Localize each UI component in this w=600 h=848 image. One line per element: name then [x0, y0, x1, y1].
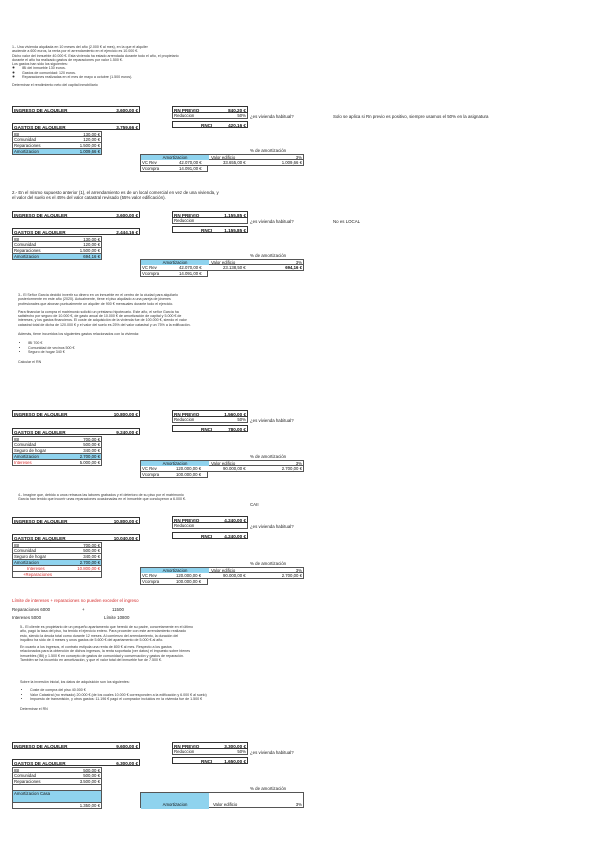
row-label: Comunidad [14, 548, 36, 553]
reduccion-row [172, 113, 248, 119]
rn-previo-row [172, 516, 248, 523]
intro-line: posteriormente en este año (2020). Actualmente, tiene el piso alquilado a una pareja de jóvenes [18, 297, 171, 302]
row-value: 5.000,00 € [79, 460, 100, 465]
row-label: IBI [14, 132, 20, 137]
gastos-value: 9.240,00 € [116, 430, 138, 435]
gastos-row [12, 123, 140, 130]
rnci-label: RNCI [201, 228, 213, 233]
gastos-value: 2.444,16 € [116, 230, 138, 235]
pct-amort-label: % de amortización [250, 253, 287, 258]
row-label: Amortizacion [14, 454, 39, 459]
row-value: 340,00 € [83, 448, 100, 453]
reduccion-label: Reduccion [174, 523, 195, 528]
side-note: No es LOCAL [333, 219, 361, 224]
amort-row-label: VC Rev [142, 573, 157, 578]
ex5-intro [20, 625, 320, 662]
amort-row-a: 120.000,00 € [176, 466, 202, 471]
intro-line: 5.- El cliente es propietario de un pequeño apartamento que heredó de su padre, concretamente en el último [20, 625, 194, 629]
row-value: 700,00 € [83, 543, 100, 548]
row-label: Comunidad [14, 137, 36, 142]
amort-header: Amortizacion [141, 260, 209, 266]
ingreso-label: INGRESO DE ALQUILER [14, 108, 68, 113]
pct-amort-label: % de amortización [250, 148, 287, 153]
row-value: 340,00 € [83, 554, 100, 559]
row-label: Seguro de hogar [14, 554, 47, 559]
ingreso-label: INGRESO DE ALQUILER [14, 519, 68, 524]
row-label: IBI [14, 543, 20, 548]
list-item: • Comunidad de vecinos 500 € [28, 346, 338, 350]
intro-line: esto, siendo la deuda total como durante 12 meses. Al comienzo del arrendamiento, la duración del [20, 633, 179, 638]
gastos-row [12, 428, 140, 435]
gastos-value: 10.040,00 € [113, 536, 138, 541]
gastos-label: GASTOS DE ALQUILER [14, 230, 66, 235]
list-item: ◦ IBI del inmueble 130 euros. [22, 66, 332, 70]
row-label: IBI [14, 237, 20, 242]
rn-previo-row [172, 211, 248, 218]
side-note: Solo se aplica si Rn previo es positivo, siempre usamos el 50% en la asignatura [333, 114, 489, 119]
ex4-intro [18, 493, 318, 502]
row-label: Comunidad [14, 442, 36, 447]
calc-int: Intereses 5000 [12, 615, 42, 620]
row-value: 120,00 € [83, 242, 100, 247]
ask-line: Determinar el RN [20, 707, 48, 712]
amort-row-c: 2.700,00 € [281, 573, 302, 578]
rnci-value: 1.650,00 € [224, 759, 246, 764]
gastos-row [12, 228, 140, 235]
rnci-row [172, 425, 248, 432]
ask-line: Calcular el RN [18, 360, 42, 365]
amort-row-b: 90.000,00 € [223, 573, 246, 578]
amort-row-c: 694,16 € [285, 265, 302, 270]
gastos-row [12, 759, 140, 766]
intro-line: En cuanto a los ingresos, el contrato estipula una renta de 800 € al mes. Respecto a los gastos [20, 645, 172, 650]
ex2-intro [12, 190, 342, 200]
intro-line: relacionados para la obtención de dichos ingresos, la renta soportada (ver datos) el impuesto sobre bienes [20, 649, 191, 654]
acquisition-bullets [20, 688, 320, 701]
ingreso-row [12, 517, 140, 524]
ex1-intro [12, 45, 332, 88]
reduccion-label: Reduccion [174, 417, 195, 422]
table-row [12, 460, 102, 466]
amort-row [140, 472, 208, 478]
rnci-value: 1.155,85 € [224, 228, 246, 233]
amort-row-c: 2.700,00 € [281, 466, 302, 471]
vivienda-question: ¿es vivienda habitual? [250, 219, 294, 224]
amort-pct: 3% [295, 802, 302, 807]
list-item: • Seguro de hogar 340 € [28, 350, 338, 354]
calc-plus: + [82, 607, 85, 612]
intro-line: catastral total de dicha de 120.000 € y el valor del suelo es 25% del valor catastral y un 75% a la edificación. [18, 322, 191, 327]
amort-col2: Valor edificio [211, 155, 236, 160]
reduccion-row [172, 749, 248, 755]
intro-line: 4.- Imagine que, debido a unos retrasos las labores grabados y el deterioro de su piso por el matrimonio [18, 493, 184, 497]
intro-line: intereses, y los gastos financieros. El coste de adquisición de la vivienda fue de 100.000 €, siendo el valor [18, 318, 187, 323]
ingreso-value: 10.800,00 € [113, 412, 138, 417]
rnci-label: RNCI [201, 123, 213, 128]
amort-row-b: 90.000,00 € [223, 466, 246, 471]
expense-bullets [18, 341, 338, 354]
gastos-label: GASTOS DE ALQUILER [14, 430, 66, 435]
row-value: 1.500,00 € [79, 248, 100, 253]
reduccion-label: Reduccion [174, 749, 195, 754]
row-value: 1.500,00 € [79, 143, 100, 148]
ex3-intro [18, 293, 338, 365]
row-value: 500,00 € [83, 773, 100, 778]
rn-previo-value: 4.240,00 € [224, 518, 246, 523]
ex5-note [20, 680, 320, 711]
amort-pct: 3% [295, 461, 302, 466]
rnci-value: 420,16 € [228, 123, 246, 128]
row-value: 3.500,00 € [79, 779, 100, 784]
row-label: Seguro de hogar [14, 448, 47, 453]
reduccion-value: 50% [237, 417, 246, 422]
ingreso-label: INGRESO DE ALQUILER [14, 412, 68, 417]
row-label: Intereses [27, 566, 45, 571]
row-label: +Reparaciones [23, 572, 53, 577]
intro-line: Dicho valor del inmueble 40.000 €. Esta vivienda ha estado arrendada durante todo el año, el propietario [12, 53, 179, 58]
intro-line: 2.- En el mismo supuesto anterior (1), el arrendamiento es de un local comercial en vez de una vivienda, y [12, 190, 219, 195]
ingreso-label: INGRESO DE ALQUILER [14, 744, 68, 749]
pct-amort-label: % de amortización [250, 561, 287, 566]
reduccion-label: Reduccion [174, 113, 195, 118]
rn-previo-row [172, 410, 248, 417]
rnci-value: 4.240,00 € [224, 534, 246, 539]
intro-line: inmuebles (IBI) y 1.500 € en concepto de gastos de comunidad y conservación y gastos de reparación. [20, 653, 185, 658]
intro-note: Además, tiene incurridos los siguientes gastos relacionados con la vivienda: [18, 332, 140, 337]
intro-line: año, pagó la tasa del piso, ha tenido el ejercicio entero. Para proceder con este arrendamiento realizado [20, 629, 187, 634]
amort-row-a: 100.000,00 € [176, 472, 202, 477]
calc-limit: Límite 10800 [104, 615, 130, 620]
amort-pct: 3% [295, 260, 302, 265]
amort-col2: Valor edificio [211, 461, 236, 466]
list-item: • Impuesto de transmisión, y otros gastos: 11.196 € pagó el comprador incluidos en la vivienda fue de 1.500 € [30, 697, 320, 701]
row-value: 1.350,00 € [79, 803, 100, 808]
rnci-label: RNCI [201, 534, 213, 539]
rn-previo-value: 1.155,85 € [224, 213, 246, 218]
rn-previo-label: RN PREVIO [174, 744, 200, 749]
amort-row-b: 23.138,50 € [223, 265, 246, 270]
amort-row [140, 579, 208, 585]
reduccion-row [172, 417, 248, 423]
intro-line: 1.- Una vivienda alquilada en 10 meses del año (2.000 € al mes), en la que el alquiler [12, 45, 148, 49]
amort-casa-value-row [12, 803, 102, 809]
intro-line: profesionales que abonan puntualmente un alquiler de 900 € mensuales durante todo el ejercicio. [18, 301, 174, 306]
reduccion-label: Reduccion [174, 218, 195, 223]
intro-line: asciende a 600 euros, la renta por el arrendamiento en el ejercicio es 10.000 €. [12, 49, 139, 54]
list-item: • IBI 700 € [28, 341, 338, 345]
rn-previo-value: 840,20 € [228, 108, 246, 113]
rn-previo-row [172, 742, 248, 749]
row-value: 1.009,66 € [79, 149, 100, 154]
gastos-label: GASTOS DE ALQUILER [14, 761, 66, 766]
ingreso-row [12, 106, 140, 113]
amort-header: Amortizacion [141, 568, 209, 574]
ex4-side: CAII [250, 502, 259, 507]
table-row [12, 254, 102, 260]
intro-line: satisfecho por seguro de 10.000 €, de gasto anual de 10.000 € de amortización de capital y 5.000 € de [18, 314, 182, 319]
amort-header: Amortizacion [141, 461, 209, 467]
row-label: Comunidad [14, 242, 36, 247]
amort-row-a: 14.091,00 € [179, 271, 202, 276]
row-value: 130,00 € [83, 132, 100, 137]
ingreso-row [12, 742, 140, 749]
ingreso-label: INGRESO DE ALQUILER [14, 213, 68, 218]
rn-previo-row [172, 106, 248, 113]
rnci-row [172, 757, 248, 764]
amort-header: Amortizacion [141, 793, 209, 809]
intro-line: 3.- El Señor García decidió invertir su dinero en un inmueble en el centro de la ciudad para alquilarlo [18, 293, 179, 297]
rn-previo-label: RN PREVIO [174, 518, 200, 523]
rn-previo-label: RN PREVIO [174, 108, 200, 113]
vivienda-question: ¿es vivienda habitual? [250, 750, 294, 755]
rnci-value: 780,00 € [228, 427, 246, 432]
row-value: 694,16 € [83, 254, 100, 259]
amort-row-a: 14.091,00 € [179, 166, 202, 171]
amort-row-label: VC Rev [142, 265, 157, 270]
row-label: IBI [14, 437, 20, 442]
row-value: 700,00 € [83, 437, 100, 442]
row-value: 120,00 € [83, 137, 100, 142]
ingreso-value: 3.600,00 € [116, 213, 138, 218]
ingreso-row [12, 211, 140, 218]
amort-row-c: 1.009,66 € [281, 160, 302, 165]
row-value: 500,00 € [83, 768, 100, 773]
amort-row [140, 166, 208, 172]
list-item: • Valor Catastral (no revisado) 20.000 € (de los cuales 10.000 € corresponden a la edificación y 6.000 € al suelo) [30, 693, 320, 697]
amort-row [140, 271, 208, 277]
row-label: Reparaciones [14, 143, 41, 148]
ingreso-value: 3.600,00 € [116, 108, 138, 113]
intro-line: inquilino ha sido de 4 meses y unos gastos de 5.600 € del apartamento de 5.000 € al año. [20, 637, 164, 642]
calc-sum: 11500 [112, 607, 124, 612]
table-row [12, 572, 102, 578]
reduccion-value: 50% [237, 113, 246, 118]
intro-line: Los gastos han sido los siguientes: [12, 62, 68, 67]
intro-line: García han tenido que incurrir unas reparaciones ocasionadas en el inmueble que concluyeron a 6.000 €. [18, 497, 187, 502]
intro-note: Determinar el rendimiento neto del capital inmobiliario [12, 83, 98, 88]
rnci-row [172, 532, 248, 539]
gastos-value: 3.759,66 € [116, 125, 138, 130]
intro-line: Para financiar la compra el matrimonio solicitó un préstamo hipotecario. Este año, el señor García ha [18, 309, 179, 314]
vivienda-question: ¿es vivienda habitual? [250, 114, 294, 119]
intro-line: el valor del suelo es el 45% del valor catastral revisado (55% valor edificación). [12, 195, 166, 201]
row-label: Amortizacion [14, 254, 39, 259]
amort-row-label: Vcompra [142, 579, 160, 584]
amort-row-label: Vcompra [142, 166, 160, 171]
rn-previo-value: 3.300,00 € [224, 744, 246, 749]
table-row [12, 149, 102, 155]
rn-previo-value: 1.560,00 € [224, 412, 246, 417]
row-value: 500,00 € [83, 442, 100, 447]
amort-row-b: 33.655,00 € [223, 160, 246, 165]
pct-amort-label: % de amortización [250, 454, 287, 459]
amort-row-a: 42.070,00 € [179, 265, 202, 270]
row-label: IBI [14, 768, 20, 773]
amort-col2: Valor edificio [211, 568, 236, 573]
intro-note: Sobre la inversión inicial, los datos de adquisición son los siguientes: [20, 680, 130, 684]
vivienda-question: ¿es vivienda habitual? [250, 418, 294, 423]
gastos-label: GASTOS DE ALQUILER [14, 536, 66, 541]
row-label: Comunidad [14, 773, 36, 778]
ingreso-row [12, 410, 140, 417]
amort-col2: Valor edificio [211, 260, 236, 265]
ingreso-value: 9.600,00 € [116, 744, 138, 749]
rn-previo-label: RN PREVIO [174, 213, 200, 218]
rnci-label: RNCI [201, 427, 213, 432]
list-item: ◦ Gastos de comunidad: 120 euros. [22, 71, 332, 75]
rnci-row [172, 121, 248, 128]
pct-amort-label: % de amortización [250, 786, 287, 791]
ingreso-value: 10.800,00 € [113, 519, 138, 524]
amort-row-label: VC Rev [142, 160, 157, 165]
calc-rep: Reparaciones 6000 [12, 607, 51, 612]
vivienda-question: ¿es vivienda habitual? [250, 524, 294, 529]
amort-pct: 3% [295, 155, 302, 160]
reduccion-row [172, 523, 248, 529]
amort-pct: 3% [295, 568, 302, 573]
amort-header-row [140, 792, 304, 808]
rn-previo-label: RN PREVIO [174, 412, 200, 417]
amort-casa-row [12, 791, 102, 803]
intro-line: También se ha incurrido en amortización, y que el valor total del inmueble fue de 7.500 €. [20, 658, 163, 663]
row-value: 2.700,00 € [79, 454, 100, 459]
amort-col2: Valor edificio [213, 802, 238, 807]
row-label: Intereses [14, 460, 32, 465]
row-value: 130,00 € [83, 237, 100, 242]
amort-row-a: 42.070,00 € [179, 160, 202, 165]
row-label: Reparaciones [14, 248, 41, 253]
amort-row-label: Vcompra [142, 271, 160, 276]
reduccion-value: 50% [237, 749, 246, 754]
amort-row-label: VC Rev [142, 466, 157, 471]
rnci-label: RNCI [201, 759, 213, 764]
limit-note: Límite de intereses + reparaciones no pueden exceder el ingreso [12, 598, 139, 603]
row-label: Amortizacion Casa [14, 791, 51, 796]
amort-row-label: Vcompra [142, 472, 160, 477]
intro-line: durante el año ha realizado gastos de reparaciones por valor 1.500 €. [12, 57, 123, 62]
gastos-row [12, 534, 140, 541]
intro-bullets [12, 66, 332, 79]
reduccion-row [172, 218, 248, 224]
row-value: 10.800,00 € [77, 566, 100, 571]
list-item: ◦ Reparaciones realizadas en el mes de mayo a octubre (1.500 euros). [22, 75, 332, 79]
row-value: 2.700,00 € [79, 560, 100, 565]
list-item: • Coste de compra del piso 40.000 € [30, 688, 320, 692]
row-label: Amortizacion [14, 149, 39, 154]
amort-row-a: 100.000,00 € [176, 579, 202, 584]
amort-header: Amortizacion [141, 155, 209, 161]
gastos-label: GASTOS DE ALQUILER [14, 125, 66, 130]
row-label: Reparaciones [14, 779, 41, 784]
rnci-row [172, 226, 248, 233]
gastos-value: 6.300,00 € [116, 761, 138, 766]
row-value: 500,00 € [83, 548, 100, 553]
row-label: Amortizacion [14, 560, 39, 565]
amort-row-a: 120.000,00 € [176, 573, 202, 578]
